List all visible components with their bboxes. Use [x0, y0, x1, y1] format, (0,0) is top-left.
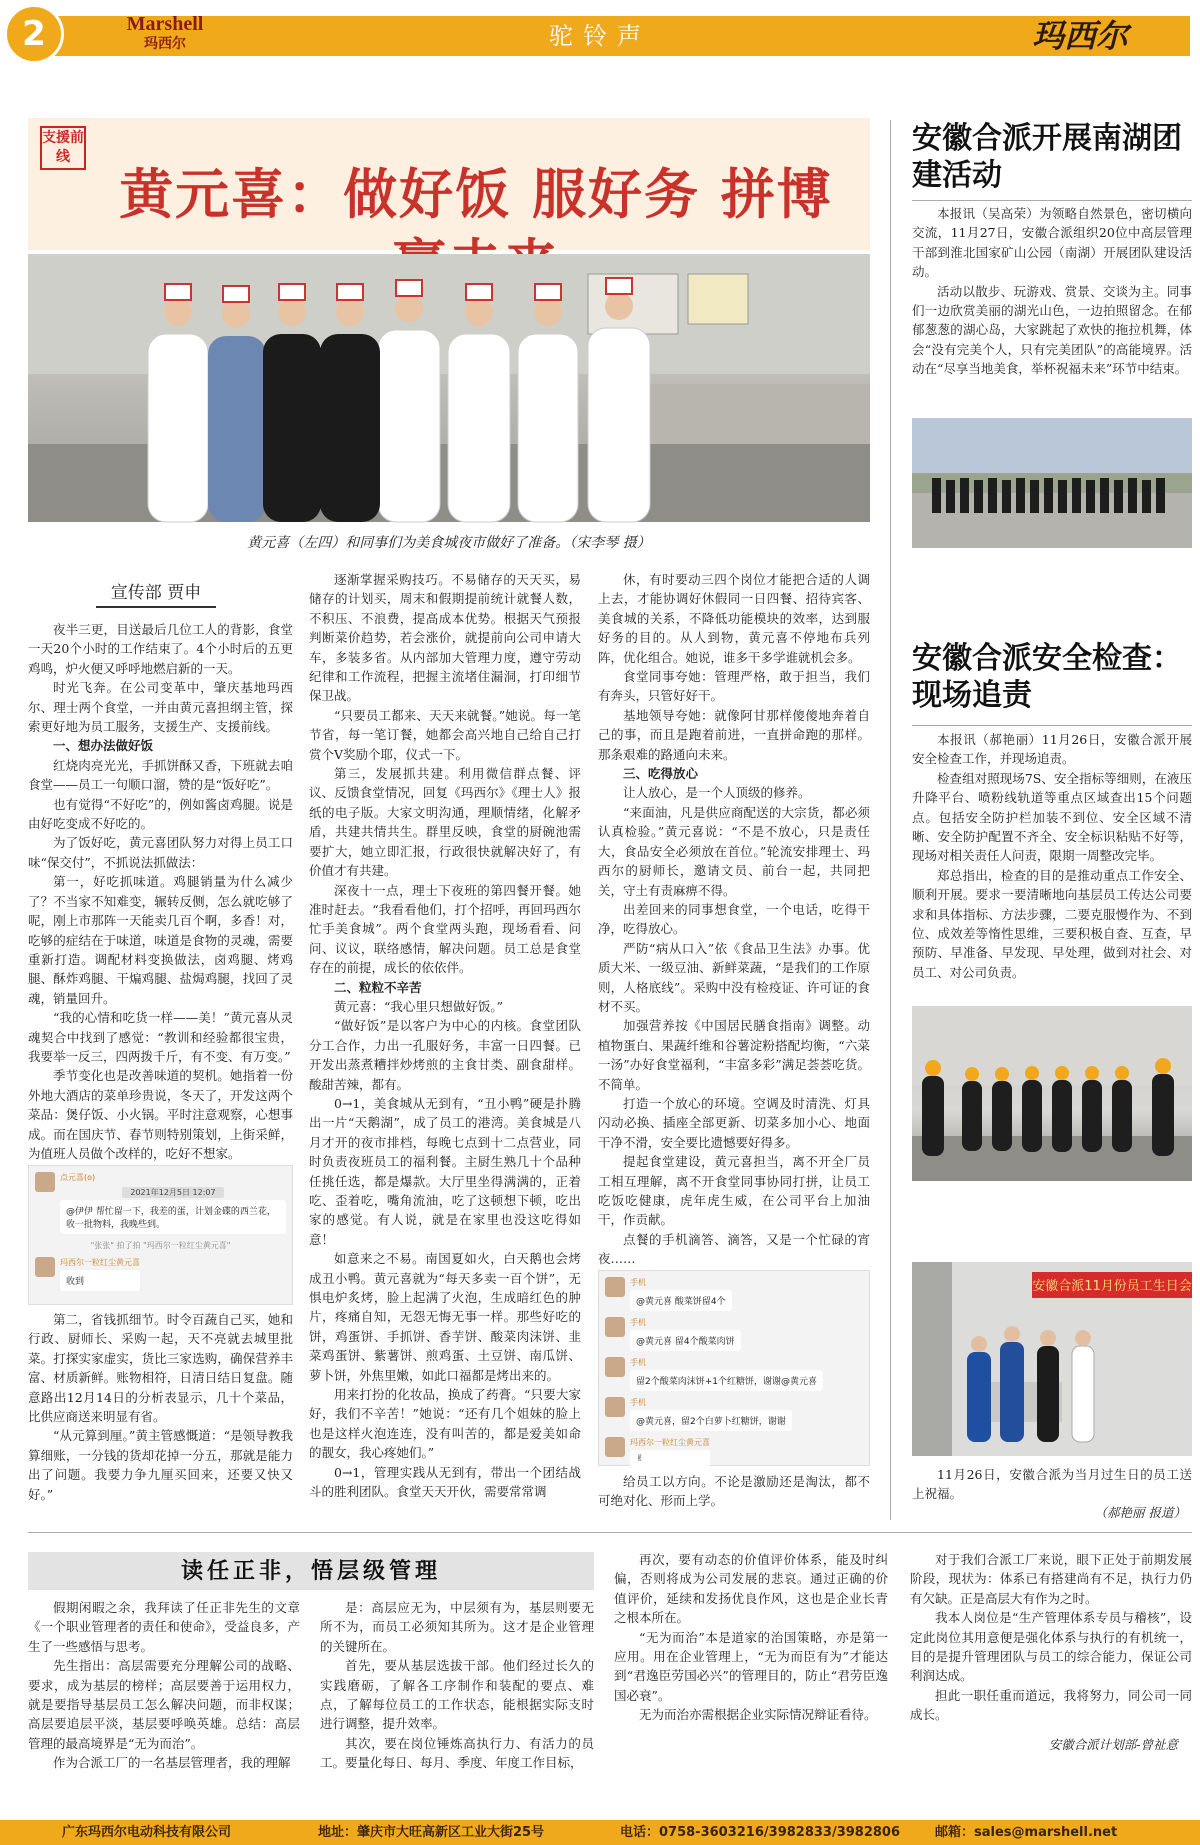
paragraph: 第二，省钱抓细节。时令百蔬自己买，她和行政、厨师长、采购一起，天不亮就去城里批菜。打探实家虚实，货比三家选购，确保营养丰富、材质新鲜。账物相符，日清日结日复盘。随意路出12月14日的分析表显示，几十个菜品，比供应商送来明显有省。	[28, 1312, 293, 1425]
wechat-screenshot-1	[28, 1165, 293, 1305]
chat-user-name: 手机	[630, 1278, 646, 1287]
paragraph: 点餐的手机滴答、滴答，又是一个忙碌的宵夜……	[598, 1231, 870, 1267]
team-photo-illustration	[28, 254, 870, 522]
paragraph: 其次，要在岗位锤炼高执行力、有活力的员工。要量化每日、每月、季度、年度工作目标，	[320, 1735, 594, 1771]
article-column-3b	[598, 1472, 870, 1518]
chat-bubble: @伊伊 帮忙留一下，我差的蛋，计划金碟的西兰花，收一批物料，我晚些到。	[60, 1200, 286, 1234]
paragraph: 为了饭好吃，黄元喜团队努力对得上员工口味“保交付”，不抓说法抓做法：	[28, 835, 293, 870]
footer-address: 地址：肇庆市大旺高新区工业大街25号	[318, 1825, 545, 1840]
bottom-column-1	[28, 1598, 300, 1771]
paragraph: 也有觉得“不好吃”的，例如酱卤鸡腿。说是由好吃变成不好吃的。	[28, 796, 293, 832]
main-headline: 黄元喜：做好饭 服好务 拼博	[119, 163, 833, 226]
paragraph: 先生指出：高层需要充分理解公司的战略、要求，成为基层的榜样；高层要善于运用权力，就是要指导基层员工怎么解决问题，而非权谋；高层要追层平淡，基层要呼唤英雄。总结：高层管理的最高境界是“无为而治”。	[28, 1658, 300, 1751]
section-heading: 一、想办法做好饭	[53, 738, 154, 754]
paragraph: 假期闲暇之余，我拜读了任正非先生的文章《一个职业管理者的责任和使命》，受益良多，产生了一些感悟与思考。	[28, 1600, 300, 1654]
paragraph: “从元算到厘。”黄主管感慨道：“是领导教我算细账，一分钱的货却花掉一分五，那就是能力出了问题。我要力争九厘买回来，还要又快又好。”	[28, 1428, 293, 1502]
paragraph: 提起食堂建设，黄元喜担当，离不开全厂员工相互理解，离不开食堂同事协同打拼，让员工吃饭吃健康，虎年虎生威，在公司平台上加油干，作贡献。	[598, 1154, 870, 1228]
group-photo-lake	[912, 418, 1192, 548]
paragraph: 活动以散步、玩游戏、赏景、交谈为主。同事们一边欣赏美丽的湖光山色，一边拍照留念。在郁郁葱葱的湖心岛，大家跳起了欢快的拖拉机舞，体会“没有完美个人，只有完美团队”的高能境界。活动在“尽享当地美食，举杯祝福未来”环节中结束。	[912, 283, 1192, 377]
paragraph: 深夜十一点，理士下夜班的第四餐开餐。她准时赶去。“我看看他们，打个招呼，再回玛西尔忙手美食城”。两个食堂两头跑，现场看看、问问、议议，联络感情，解决问题。员工总是食堂存在的前提，成长的依依伴。	[309, 882, 581, 976]
paragraph: 0→1，管理实践从无到有，带出一个团结战斗的胜利团队。食堂天天开伙，需要常常调	[309, 1464, 581, 1500]
paragraph: 食堂同事夸她：管理严格，敢于担当，我们有奔头，只管好好干。	[598, 669, 870, 704]
paragraph: 郑总指出，检查的目的是推动重点工作安全、顺利开展。要求一要清晰地向基层员工传达公司要求和具体指标、方法步骤，二要克服慢作为、不到位、成效差等惰性思维，三要积极自查、互查，早预防、早准备、早发现、早处理，做到对社会、对员工、对公司负责。	[912, 867, 1192, 980]
paragraph: 是：高层应无为，中层须有为，基层则要无所不为，而员工必须知其所为。这才是企业管理的关键所在。	[320, 1600, 594, 1654]
article-column-3	[598, 570, 870, 1267]
photo-caption: 黄元喜（左四）和同事们为美食城夜市做好了准备。（宋李琴 摄）	[247, 535, 651, 551]
footer-phone: 电话：0758-3603216/3982833/3982806	[620, 1825, 901, 1840]
byline: 宣传部 贾申	[96, 580, 216, 608]
footer-company: 广东玛西尔电动科技有限公司	[62, 1825, 232, 1840]
paragraph: 给员工以方向。不论是激励还是淘汰，都不可绝对化、形而上学。	[598, 1474, 870, 1509]
chat-message	[35, 1257, 286, 1291]
sidebar-text-2	[912, 730, 1192, 998]
page-header	[0, 0, 1200, 56]
caption-credit: （郝艳丽 报道）	[1094, 1505, 1186, 1520]
paragraph: 让人放心，是一个人顶级的修养。	[623, 785, 811, 801]
chat-message	[605, 1317, 863, 1351]
brand-name-cn: 玛西尔	[144, 36, 186, 52]
column-divider	[890, 120, 891, 1520]
avatar	[605, 1317, 625, 1337]
chat-user-name: 手机	[630, 1358, 646, 1367]
chat-message	[35, 1172, 286, 1234]
paragraph: 本报讯（郝艳丽）11月26日，安徽合派开展安全检查工作，并现场追责。	[912, 732, 1192, 767]
page-number: 2	[4, 4, 64, 64]
divider	[912, 725, 1192, 726]
safety-photo-illustration	[912, 1006, 1192, 1181]
calligraphy-logo: 玛西尔	[1031, 17, 1128, 55]
birthday-photo-illustration	[912, 1262, 1192, 1456]
avatar	[605, 1357, 625, 1377]
paragraph: 第三，发展抓共建。利用微信群点餐、评议、反馈食堂情况，回复《玛西尔》《理士人》报纸的电子版。大家文明沟通，理顺情绪，化解矛盾，共建共情共生。群里反映，食堂的厨碗池需要扩大，她立即汇报，行政很快就解决好了，有价值才有共建。	[309, 766, 581, 879]
paragraph: 如意来之不易。南国夏如火，白天鹅也会烤成丑小鸭。黄元喜就为“每天多卖一百个饼”，无惧电炉炙烤，脸上起满了火泡，生成暗红色的肿片，疼痛自知，无怨无悔无事一样。那些好吃的饼，鸡蛋饼、手抓饼、香芋饼、酸菜肉沫饼、韭菜鸡蛋饼、紫薯饼、煎鸡蛋、土豆饼、南瓜饼、萝卜饼，外焦里嫩，如此口福都是烤出来的。	[309, 1251, 581, 1383]
article-column-1b	[28, 1310, 293, 1518]
bottom-headline: 读任正非，悟层级管理	[28, 1552, 594, 1590]
chat-bubble: @黄元喜，留2个白萝卜红糖饼，谢谢	[630, 1410, 792, 1431]
sidebar-text-1	[912, 204, 1192, 404]
bottom-column-4	[910, 1550, 1192, 1768]
paragraph: 首先，要从基层选拔干部。他们经过长久的实践磨砺，了解各工序制作和装配的要点、难点，了解每位员工的工作状态，能根据实际支时进行调整，提升效率。	[320, 1658, 594, 1732]
paragraph: 用来打扮的化妆品，换成了药膏。“只要大家好，我们不辛苦！”她说：“还有几个姐妹的脸上也是这样火泡连连，没有叫苦的，都是爱美如命的靓女，我心疼她们。”	[309, 1387, 581, 1461]
caption-text: 11月26日，安徽合派为当月过生日的员工送上祝福。	[912, 1467, 1192, 1501]
signature: 安徽合派计划部-曾祉意	[1048, 1736, 1178, 1752]
chat-bubble: @黄元喜 酸菜饼留4个	[630, 1290, 732, 1311]
safety-check-photo	[912, 1006, 1192, 1181]
paragraph: 检查组对照现场7S、安全指标等细则，在液压升降平台、喷粉线轨道等重点区域查出15个问题点。包括安全防护栏加装不到位、安全区域不清晰、安全防护配置不齐全、安全标识粘贴不好等，现场对相关责任人问责，限期一周整改完毕。	[912, 770, 1192, 864]
paragraph: 逐渐掌握采购技巧。不易储存的天天买，易储存的计划买，周末和假期提前统计就餐人数，不积压、不浪费，提高成本优势。根据天气预报判断菜价趋势，若会涨价，就提前向公司申请大车，多装多省。从内部加大管理力度，遵守劳动纪律和工作流程，把握主流堵住漏洞，打印细节保卫战。	[309, 572, 581, 704]
chat-timestamp: 2021年12月5日 12:07	[60, 1187, 286, 1198]
paragraph: 时光飞奔。在公司变革中，肇庆基地玛西尔、理士两个食堂，一并由黄元喜担纲主管，探索更好地为员工服务，支援生产、支援前线。	[28, 680, 293, 735]
sidebar-headline-1: 安徽合派开展南湖团建活动	[912, 121, 1182, 193]
paragraph: 基地领导夸她：就像阿甘那样傻傻地奔着自己的事，而且是跑着前进，一直拼命跑的那样。那条艰难的路通向未来。	[598, 707, 870, 762]
paragraph: 再次，要有动态的价值评价体系，能及时纠偏，否则将成为公司发展的悲哀。通过正确的价值评价，延续和发扬优良作风，这也是企业长青之根本所在。	[614, 1552, 888, 1626]
paragraph: 担此一职任重而道远，我将努力，同公司一同成长。	[910, 1687, 1192, 1723]
paragraph: 对于我们合派工厂来说，眼下正处于前期发展阶段，现状为：体系已有搭建尚有不足，执行力仍有欠缺。正是高层大有作为之时。	[910, 1552, 1192, 1606]
birthday-party-photo	[912, 1262, 1192, 1456]
bottom-column-4-text	[910, 1550, 1192, 1725]
bottom-column-2	[320, 1598, 594, 1771]
paragraph: 黄元喜：“我心里只想做好饭。”	[334, 998, 504, 1014]
bottom-column-3	[614, 1550, 888, 1768]
paragraph: 红烧肉亮光光，手抓饼酥又香，下班就去咱食堂——员工一句顺口溜，赞的是“饭好吃”。	[28, 757, 293, 793]
chat-message	[605, 1397, 863, 1431]
paragraph: 严防“病从口入”依《食品卫生法》办事。优质大米、一级豆油、新鲜菜蔬，“是我们的工作原则，人格底线”。采购中没有检疫证、许可证的食材不买。	[598, 940, 870, 1014]
paragraph: 0→1，美食城从无到有，“丑小鸭”硬是扑腾出一片“天鹅湖”，成了员工的港湾。美食城是八月才开的夜市排档，每晚七点到十二点营业，同时负责夜班员工的福利餐。主厨生熟几十个品种任挑任选，都是爆款。大厅里坐得满满的，正着吃、歪着吃，嘴角流油，吃了这顿想下顿，吃出家的感觉。有人说，就是在家里也没这吃得如意！	[309, 1095, 581, 1247]
paragraph: 无为而治亦需根据企业实际情况辩证看待。	[639, 1707, 877, 1723]
avatar	[35, 1257, 55, 1277]
divider	[912, 200, 1192, 201]
group-photo-illustration	[912, 418, 1192, 548]
paragraph: “做好饭”是以客户为中心的内核。食堂团队分工合作，力出一孔服好务，丰富一日四餐。已开发出蒸煮糟拌炒烤煎的主食甘类、副食甜样。酸甜苦辣，都有。	[309, 1018, 581, 1092]
chat-user-name: 玛西尔一粒红尘黄元喜	[630, 1438, 710, 1447]
chat-bubble: @黄元喜 留4个酸菜肉饼	[630, 1330, 741, 1351]
paragraph: 夜半三更，目送最后几位工人的背影，食堂一天20个小时的工作结束了。4个小时后的五更鸡鸣，炉火便又呼呼地燃启新的一天。	[28, 622, 293, 676]
avatar	[605, 1277, 625, 1297]
paragraph: 打造一个放心的环境。空调及时清洗、灯具闪动必换、插座全部更新、切菜多加小心、地面干净不滑，安全要比遗憾要好得多。	[598, 1095, 870, 1150]
paragraph: “我的心情和吃货一样——美！”黄元喜从灵魂契合中找到了感觉：“教训和经验都很宝贵，我要举一反三，四两拨千斤，有不变、有万变。”	[28, 1010, 293, 1064]
paragraph: 我本人岗位是“生产管理体系专员与稽核”，设定此岗位其用意便是强化体系与执行的有机统一，目的是提升管理团队与员工的综合能力，保证公司利润达成。	[910, 1610, 1192, 1684]
paragraph: 季节变化也是改善味道的契机。她指着一份外地大酒店的菜单珍贵说，冬天了，开发这两个菜品：煲仔饭、小火锅。平时注意观察，心想事成。而在国庆节、春节则特别策划，上街采鲜，为值班人员做个改样的，吃好不想家。	[28, 1068, 293, 1161]
chat-bubble-emoji: ✌	[630, 1450, 710, 1468]
paragraph: 休，有时要动三四个岗位才能把合适的人调上去，才能协调好休假同一日四餐、招待宾客、美食城的关系，不降低功能模块的效率，达到服好务的目的。从人到物，黄元喜不停地布兵列阵，优化组合。她说，谁多干多学谁就机会多。	[598, 572, 870, 665]
page-footer	[0, 1820, 1200, 1845]
chat-user-name: 手机	[630, 1318, 646, 1327]
paragraph: “无为而治”本是道家的治国策略，亦是第一应用。用在企业管理上，“无为而臣有为”才能达到“君逸臣劳国必兴”的管理目的，防止“君劳臣逸国必衰”。	[614, 1629, 888, 1703]
paragraph: “来面油，凡是供应商配送的大宗货，都必须认真检验。”黄元喜说：“不是不放心，只是责任大，食品安全必须放在首位。”轮流安排理士、玛西尔的厨师长，邀请文员、前台一起，共同把关，守土有责麻痹不得。	[598, 804, 870, 898]
article-column-2	[309, 570, 581, 1518]
chat-message	[605, 1277, 863, 1311]
avatar	[605, 1437, 625, 1457]
paragraph: 第一，好吃抓味道。鸡腿销量为什么减少了？不当家不知难变，辗转反侧，怎么就吃够了呢，刚上市那阵一天能卖几百个啊，多香！对，吃够的症结在于味道，味道是食物的灵魂，需要重新打造。调配材料变换做法，卤鸡腿、烤鸡腿、酥炸鸡腿、干煸鸡腿、盐焗鸡腿，找回了灵魂，销量回升。	[28, 874, 293, 1006]
team-photo	[28, 254, 870, 522]
footer-email: 邮箱：sales@marshell.net	[935, 1825, 1118, 1840]
paragraph: 作为合派工厂的一名基层管理者，我的理解	[53, 1755, 291, 1771]
paragraph: 出差回来的同事想食堂，一个电话，吃得干净，吃得放心。	[598, 901, 870, 937]
birthday-banner-text: 安徽合派11月份员工生日会	[1032, 1279, 1192, 1294]
section-divider	[28, 1532, 1192, 1533]
section-title: 驼铃声	[549, 22, 651, 50]
column-tag: 支援前线	[40, 126, 86, 170]
chat-user-name: 手机	[630, 1398, 646, 1407]
article-column-1	[28, 620, 293, 1161]
chat-user-name: 玛西尔一粒红尘黄元喜	[60, 1258, 140, 1267]
avatar	[35, 1172, 55, 1192]
avatar	[605, 1397, 625, 1417]
birthday-caption	[912, 1465, 1192, 1519]
chat-message	[605, 1357, 863, 1391]
chat-user-name: 点元喜(o)	[60, 1173, 96, 1182]
paragraph: “只要员工都来、天天来就餐。”她说。每一笔节省，每一笔订餐，她都会高兴地自己给自己打赏个V奖励个耶，仪式一下。	[309, 707, 581, 762]
sidebar-headline-2: 安徽合派安全检查：现场追责	[912, 641, 1182, 713]
wechat-screenshot-2	[598, 1270, 870, 1466]
brand-name-en: Marshell	[126, 13, 204, 35]
brand-logo	[110, 14, 220, 54]
paragraph: 加强营养按《中国居民膳食指南》调整。动植物蛋白、果蔬纤维和谷薯淀粉搭配均衡，“六菜一汤”办好食堂福利，“丰富多彩”满足荟荟吃货。不简单。	[598, 1018, 870, 1092]
chat-message	[605, 1437, 863, 1468]
chat-bubble: 留2个酸菜肉沫饼+1个红糖饼，谢谢@黄元喜	[630, 1370, 823, 1391]
paragraph: 本报讯（吴高荣）为领略自然景色，密切横向交流，11月27日，安徽合派组织20位中高层管理干部到淮北国家矿山公园（南湖）开展团队建设活动。	[912, 206, 1192, 280]
section-heading: 二、粒粒不辛苦	[334, 979, 422, 995]
chat-system-note: "张张" 拍了拍 "玛西尔一粒红尘黄元喜"	[90, 1241, 231, 1250]
chat-bubble: 收到	[60, 1270, 140, 1291]
section-heading: 三、吃得放心	[623, 766, 699, 782]
